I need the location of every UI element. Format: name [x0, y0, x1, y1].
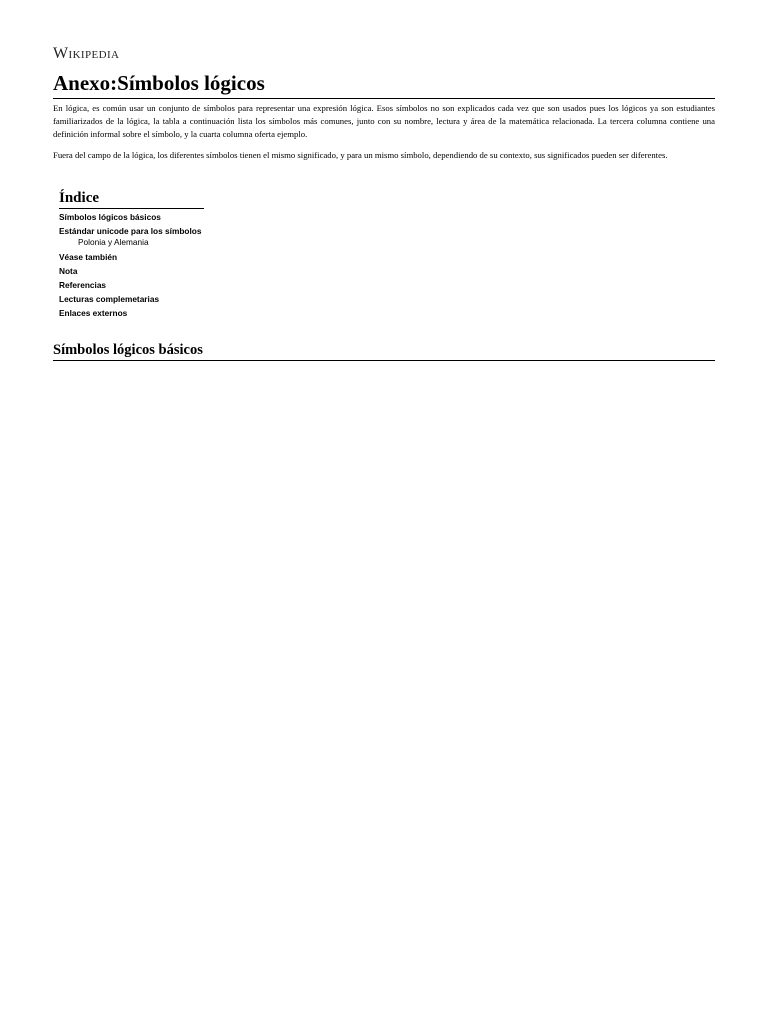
page-title: Anexo:Símbolos lógicos [53, 69, 715, 99]
toc-item-lecturas[interactable]: Lecturas complemetarias [59, 294, 160, 304]
toc-item-vease-tambien[interactable]: Véase también [59, 252, 118, 262]
table-of-contents [59, 188, 209, 322]
toc-subitem-polonia-alemania[interactable]: Polonia y Alemania [78, 237, 149, 247]
toc-item-estandar-unicode[interactable]: Estándar unicode para los símbolos [59, 226, 202, 236]
toc-item-nota[interactable]: Nota [59, 266, 78, 276]
wikipedia-wordmark[interactable]: Wikipedia [53, 45, 120, 62]
article-intro [53, 102, 715, 170]
intro-paragraph: En lógica, es común usar un conjunto de símbolos para representar una expresión lógica. Esos símbolos no son explicados cada vez que son usados pues los lógicos ya son estudiantes familiarizados de la lógica, la tabla a continuación lista los símbolos más comunes, junto con su nombre, lectura y área de la matemática relacionada. La tercera columna contiene una definición informal sobre el símbolo, y la cuarta columna oferta ejemplo. [53, 103, 715, 139]
toc-title: Índice [59, 188, 204, 209]
toc-item-simbolos-basicos[interactable]: Símbolos lógicos básicos [59, 212, 161, 222]
toc-item-referencias[interactable]: Referencias [59, 280, 107, 290]
section-heading: Símbolos lógicos básicos [53, 341, 715, 361]
intro-paragraph: Fuera del campo de la lógica, los diferentes símbolos tienen el mismo significado, y para un mismo símbolo, dependiendo de su contexto, sus significados pueden ser diferentes. [53, 150, 668, 160]
toc-item-enlaces-externos[interactable]: Enlaces externos [59, 308, 128, 318]
